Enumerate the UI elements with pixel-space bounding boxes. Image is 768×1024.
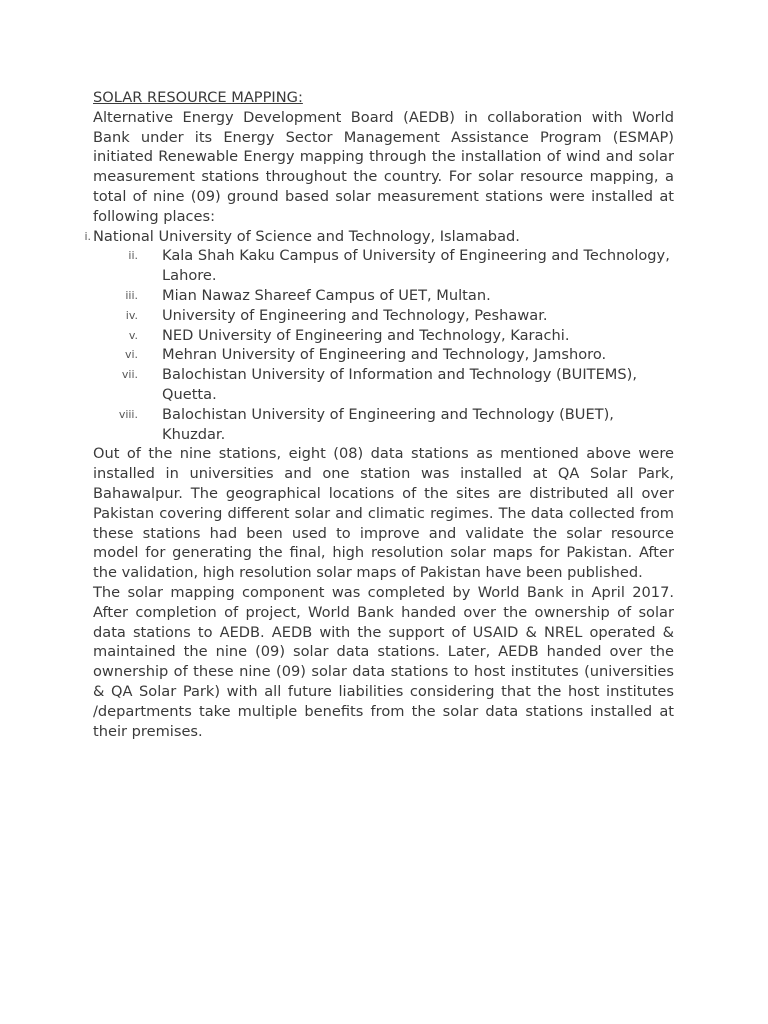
list-item-text: NED University of Engineering and Technology, Karachi. bbox=[162, 326, 570, 344]
list-item-text: University of Engineering and Technology, Peshawar. bbox=[162, 306, 548, 324]
handover-paragraph: The solar mapping component was completed by World Bank in April 2017. After completion of project, World Bank handed over the ownership of solar data stations to AEDB. AEDB with the support of USAID & NREL operated & maintained the nine (09) solar data stations. Later, AEDB handed over the ownership of these nine (09) solar data stations to host institutes (universities & QA Solar Park) with all future liabilities considering that the host institutes /departments take multiple benefits from the solar data stations installed at their premises. bbox=[93, 583, 674, 740]
list-item-text: Balochistan University of Engineering and Technology (BUET), Khuzdar. bbox=[162, 405, 614, 443]
list-item-text: Balochistan University of Information and Technology (BUITEMS), Quetta. bbox=[162, 366, 637, 403]
list-item bbox=[93, 286, 674, 306]
list-item bbox=[93, 246, 674, 286]
list-marker: viii. bbox=[118, 407, 138, 421]
list-item bbox=[93, 326, 674, 346]
list-item bbox=[84, 227, 674, 247]
list-marker: vi. bbox=[124, 348, 138, 362]
list-item-text: Kala Shah Kaku Campus of University of Engineering and Technology, Lahore. bbox=[162, 247, 670, 285]
list-item bbox=[93, 345, 674, 365]
station-list bbox=[84, 227, 674, 445]
section-heading: SOLAR RESOURCE MAPPING: bbox=[93, 89, 303, 106]
list-marker: i. bbox=[84, 229, 91, 243]
intro-paragraph: Alternative Energy Development Board (AEDB) in collaboration with World Bank under its Energy Sector Management Assistance Program (ESMAP) initiated Renewable Energy mapping through the installation of wind and solar measurement stations throughout the country. For solar resource mapping, a total of nine (09) ground based solar measurement stations were installed at following places: bbox=[93, 108, 674, 225]
list-item-text: Mehran University of Engineering and Technology, Jamshoro. bbox=[162, 346, 607, 364]
document-body bbox=[84, 88, 674, 741]
list-item bbox=[93, 306, 674, 326]
list-item bbox=[93, 405, 674, 445]
list-item-text: National University of Science and Technology, Islamabad. bbox=[93, 227, 520, 245]
list-marker: iv. bbox=[125, 308, 138, 322]
stations-paragraph: Out of the nine stations, eight (08) data stations as mentioned above were installed in universities and one station was installed at QA Solar Park, Bahawalpur. The geographical locations of the sites are distributed all over Pakistan covering different solar and climatic regimes. The data collected from these stations had been used to improve and validate the solar resource model for generating the final, high resolution solar maps for Pakistan. After the validation, high resolution solar maps of Pakistan have been published. bbox=[93, 445, 674, 582]
list-item bbox=[93, 365, 674, 405]
list-marker: v. bbox=[128, 328, 138, 342]
list-item-text: Mian Nawaz Shareef Campus of UET, Multan. bbox=[162, 286, 491, 304]
list-marker: vii. bbox=[121, 368, 138, 382]
list-marker: ii. bbox=[128, 249, 138, 263]
list-marker: iii. bbox=[125, 288, 138, 302]
